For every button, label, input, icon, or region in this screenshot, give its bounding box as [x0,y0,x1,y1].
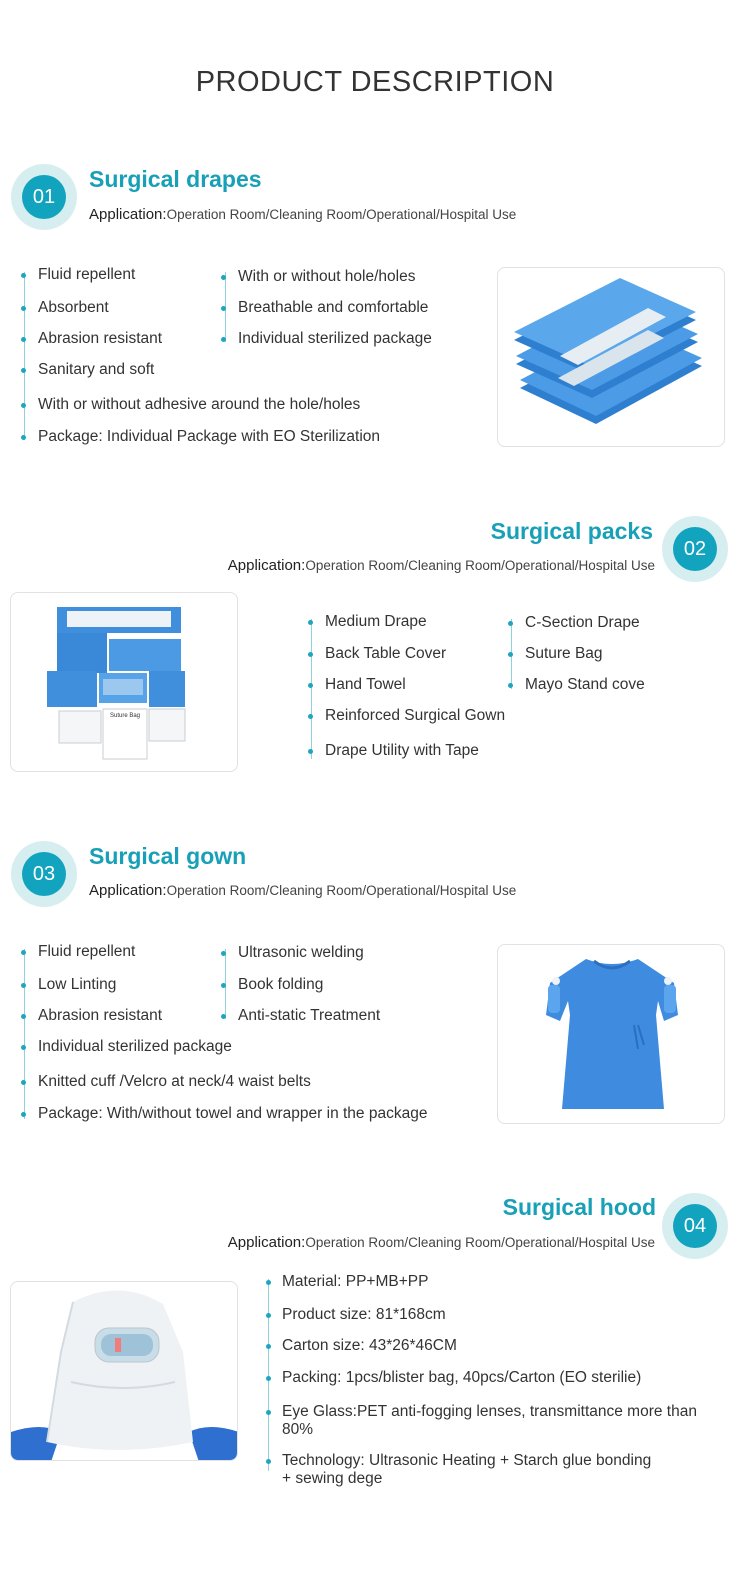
list-item: Hand Towel [325,676,406,693]
section-title: Surgical drapes [89,166,262,192]
gown-illustration [498,945,725,1124]
section-number: 02 [673,527,717,571]
section-number-badge [662,516,728,582]
list-item: Carton size: 43*26*46CM [282,1337,722,1355]
list-item: With or without adhesive around the hole/holes [38,396,361,413]
list-item: Technology: Ultrasonic Heating + Starch glue bonding + sewing dege [282,1452,662,1488]
pack-contents-illustration [11,593,238,772]
list-item: Packing: 1pcs/blister bag, 40pcs/Carton (EO sterilie) [282,1369,722,1387]
application-label: Application: [89,882,167,899]
drape-stack-illustration [498,268,725,447]
list-item: Medium Drape [325,613,427,630]
bullet-line [311,619,312,759]
list-item: Low Linting [38,976,117,993]
surgical-drapes-image [497,267,725,447]
section-number-badge [11,841,77,907]
application-label: Application: [89,206,167,223]
application-label: Application: [227,557,306,574]
application-text: Operation Room/Cleaning Room/Operational/Hospital Use [305,1235,655,1250]
list-item: Ultrasonic welding [238,944,364,961]
section-number-badge [662,1193,728,1259]
list-item: Book folding [238,976,324,993]
list-item: Fluid repellent [38,943,136,960]
application-label: Application: [227,1234,306,1251]
suture-bag-label: Suture Bag [109,713,141,719]
application-line [228,557,655,574]
list-item: Product size: 81*168cm [282,1306,722,1324]
list-item: Individual sterilized package [38,1038,232,1055]
list-item: Suture Bag [525,645,603,662]
list-item: Eye Glass:PET anti-fogging lenses, transmittance more than 80% [282,1403,722,1439]
surgical-gown-image [497,944,725,1124]
application-line [89,206,516,223]
section-number: 01 [22,175,66,219]
list-item: Package: Individual Package with EO Sterilization [38,428,381,445]
section-number-badge [11,164,77,230]
list-item: Mayo Stand cove [525,676,645,693]
application-text: Operation Room/Cleaning Room/Operational/Hospital Use [305,558,655,573]
application-text: Operation Room/Cleaning Room/Operational/Hospital Use [166,883,517,898]
hood-illustration [11,1282,238,1461]
section-title: Surgical packs [490,518,653,544]
section-number: 03 [22,852,66,896]
list-item: Abrasion resistant [38,330,163,347]
bullet-line [24,272,25,440]
bullet-line [24,949,25,1119]
list-item: Knitted cuff /Velcro at neck/4 waist belts [38,1073,311,1090]
list-item: Anti-static Treatment [238,1007,381,1024]
bullet-line [268,1279,269,1471]
section-title: Surgical hood [502,1194,656,1220]
surgical-hood-image [10,1281,238,1461]
section-number: 04 [673,1204,717,1248]
section-title: Surgical gown [89,843,247,869]
list-item: Abrasion resistant [38,1007,163,1024]
list-item: With or without hole/holes [238,268,416,285]
application-line [89,882,516,899]
list-item: Absorbent [38,299,109,316]
list-item: C-Section Drape [525,614,640,631]
surgical-packs-image [10,592,238,772]
list-item: Individual sterilized package [238,330,432,347]
list-item: Package: With/without towel and wrapper in the package [38,1105,428,1122]
list-item: Reinforced Surgical Gown [325,707,506,724]
application-line [228,1234,655,1251]
page-title: PRODUCT DESCRIPTION [195,66,555,98]
list-item: Fluid repellent [38,266,136,283]
list-item: Sanitary and soft [38,361,155,378]
list-item: Drape Utility with Tape [325,742,479,759]
application-text: Operation Room/Cleaning Room/Operational/Hospital Use [166,207,517,222]
list-item: Material: PP+MB+PP [282,1273,722,1291]
list-item: Breathable and comfortable [238,299,429,316]
list-item: Back Table Cover [325,645,447,662]
